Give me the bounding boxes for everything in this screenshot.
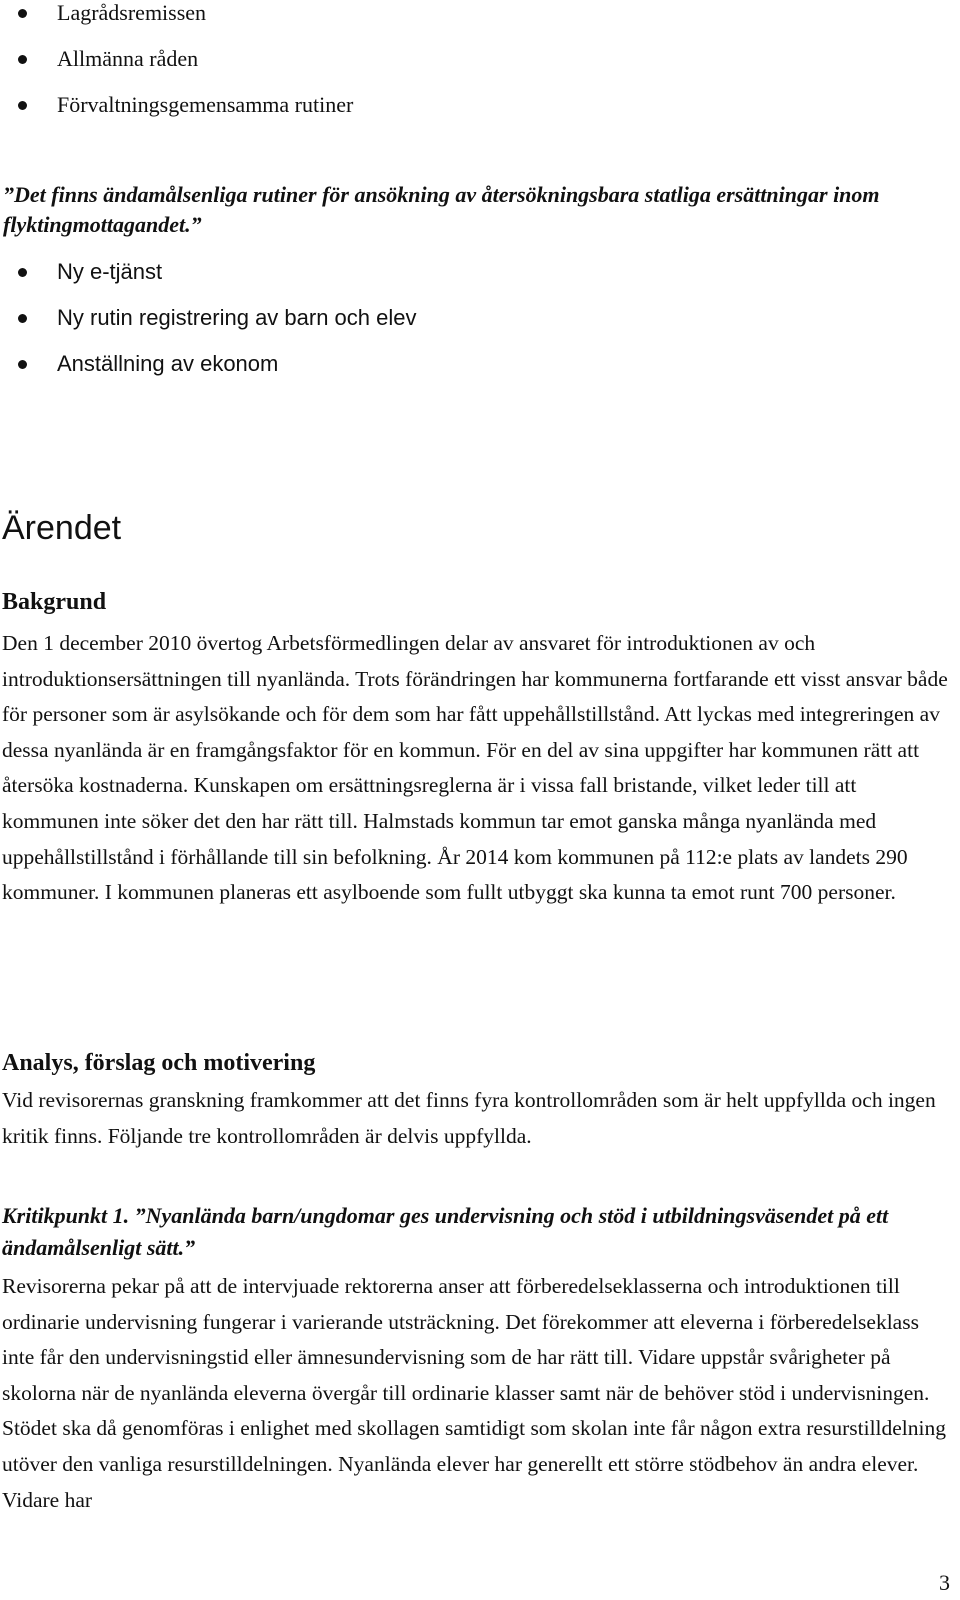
bullet-icon	[18, 101, 27, 110]
analys-paragraph: Vid revisorernas granskning framkommer att det finns fyra kontrollområden som är helt uppfyllda och ingen kritik finns. Följande tre kontrollområden är delvis uppfyllda.	[2, 1088, 936, 1148]
list-item-text: Ny e-tjänst	[57, 259, 163, 284]
section-title: Ärendet	[2, 509, 122, 547]
bullet-icon	[18, 314, 27, 323]
kritikpunkt-heading: Kritikpunkt 1. ”Nyanlända barn/ungdomar ges undervisning och stöd i utbildningsväsendet på ett ändamålsenligt sätt.”	[2, 1203, 889, 1260]
list-item	[0, 305, 940, 351]
page-number: 3	[939, 1570, 950, 1595]
bullet-icon	[18, 360, 27, 369]
list-item	[0, 46, 940, 92]
bullet-list-measures	[0, 259, 940, 397]
list-item	[0, 351, 940, 397]
control-area-quote: ”Det finns ändamålsenliga rutiner för ansökning av återsökningsbara statliga ersättningar inom flyktingmottagandet.”	[3, 182, 880, 237]
list-item	[0, 259, 940, 305]
bullet-icon	[18, 9, 27, 18]
bullet-icon	[18, 55, 27, 64]
list-item-text: Allmänna råden	[57, 46, 199, 71]
bakgrund-paragraph: Den 1 december 2010 övertog Arbetsförmedlingen delar av ansvaret för introduktionen av och introduktionsersättningen till nyanlända. Trots förändringen har kommunerna fortfarande ett visst ansvar både för personer som är asylsökande och för dem som har fått uppehållstillstånd. Att lyckas med integreringen av dessa nyanlända är en framgångsfaktor för en kommun. För en del av sina uppgifter har kommunen rätt att återsöka kostnaderna. Kunskapen om ersättningsreglerna är i vissa fall bristande, vilket leder till att kommunen inte söker det den har rätt till. Halmstads kommun tar emot ganska många nyanlända med uppehållstillstånd i förhållande till sin befolkning. År 2014 kom kommunen på 112:e plats av landets 290 kommuner. I kommunen planeras ett asylboende som fullt utbyggt ska kunna ta emot runt 700 personer.	[2, 631, 948, 905]
list-item-text: Ny rutin registrering av barn och elev	[57, 305, 417, 330]
bullet-icon	[18, 268, 27, 277]
list-item	[0, 0, 940, 46]
bullet-list-routines	[0, 0, 940, 138]
analys-heading: Analys, förslag och motivering	[2, 1050, 316, 1076]
list-item-text: Anställning av ekonom	[57, 351, 279, 376]
list-item-text: Förvaltningsgemensamma rutiner	[57, 92, 354, 117]
list-item-text: Lagrådsremissen	[57, 0, 207, 25]
list-item	[0, 92, 940, 138]
kritikpunkt-paragraph: Revisorerna pekar på att de intervjuade rektorerna anser att förberedelseklasserna och introduktionen till ordinarie undervisning fungerar i varierande utsträckning. Det förekommer att eleverna i förberedelseklass inte får den undervisningstid eller ämnesundervisning som de har rätt till. Vidare uppstår svårigheter på skolorna när de nyanlända eleverna övergår till ordinarie klasser samt när de behöver stöd i undervisningen. Stödet ska då genomföras i enlighet med skollagen samtidigt som skolan inte får någon extra resurstilldelning utöver den vanliga resurstilldelningen. Nyanlända elever har generellt ett större stödbehov än andra elever. Vidare har	[2, 1274, 947, 1512]
bakgrund-heading: Bakgrund	[2, 589, 107, 615]
